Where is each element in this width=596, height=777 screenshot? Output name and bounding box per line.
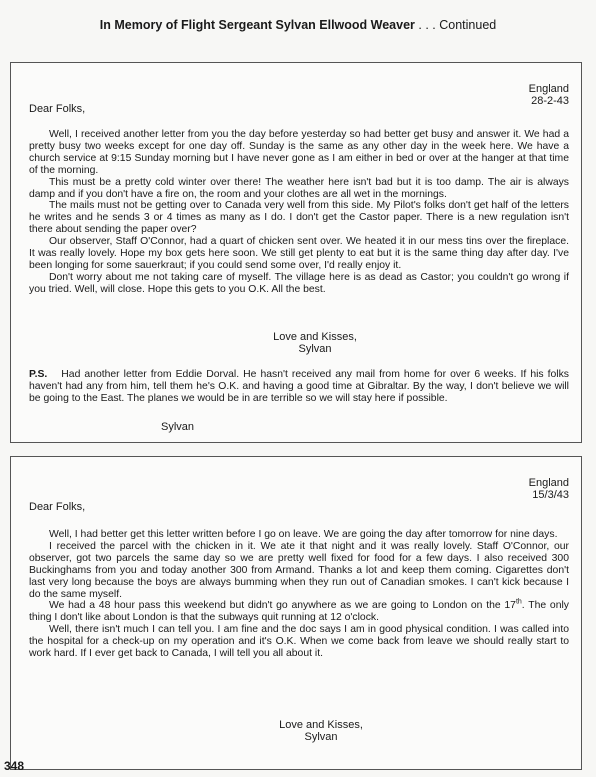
- letter-2-signature: Sylvan: [304, 731, 338, 743]
- letter-1-date: 28-2-43: [531, 95, 569, 107]
- letter-2-p3-tail: . The only thing I don't like about London is that the subways quit running at 12 o'clock.: [29, 600, 569, 624]
- letter-1-closing-block: [255, 331, 375, 355]
- letter-1-paragraph: This must be a pretty cold winter over there! The weather here isn't bad but it is too damp. The air is always damp and if you don't have a fire on, the room and your clothes are all wet in the mornings.: [29, 176, 569, 200]
- letter-1: [10, 62, 582, 443]
- letter-2-p3-text: We had a 48 hour pass this weekend but didn't go anywhere as we are going to London on the 17: [49, 600, 516, 612]
- letter-1-closing: Love and Kisses,: [273, 331, 357, 343]
- letter-1-paragraph: Don't worry about me not taking care of myself. The village here is as dead as Castor; you couldn't go wrong if you tried. Well, will close. Hope this gets to you O.K. All the best.: [29, 271, 569, 295]
- page-title: In Memory of Flight Sergeant Sylvan Ellwood Weaver: [99, 18, 415, 32]
- letter-1-place: England: [528, 83, 569, 95]
- letter-1-body: [29, 129, 569, 296]
- letter-2-place: England: [528, 477, 569, 489]
- letter-1-signature: Sylvan: [298, 343, 332, 355]
- page-number: 348: [4, 759, 25, 773]
- continued-label: . . . Continued: [418, 18, 497, 32]
- letter-2-date: 15/3/43: [532, 489, 569, 501]
- ps-text: Had another letter from Eddie Dorval. He hasn't received any mail from home for over 6 weeks. If his folks haven't had any from him, tell them he's O.K. and having a good time at Gibraltar. By the way, I don't believe we will be going to the East. The planes we would be in are terrible so we will stay here if possible.: [29, 369, 569, 404]
- letter-1-header: [529, 83, 569, 107]
- letter-2-body: [29, 529, 569, 660]
- letter-2-paragraph: Well, there isn't much I can tell you. I am fine and the doc says I am in good physical condition. I was called into the hospital for a check-up on my operation and it's O.K. When we come back from leave we should really start to work hard. If I ever get back to Canada, I will tell you all about it.: [29, 624, 569, 660]
- letter-2-paragraph: Well, I had better get this letter written before I go on leave. We are going the day after tomorrow for nine days.: [49, 529, 558, 540]
- letter-2-closing-block: [261, 719, 381, 743]
- letter-2-closing: Love and Kisses,: [279, 719, 363, 731]
- letter-2: [10, 456, 582, 770]
- letter-1-postscript: [29, 369, 569, 405]
- letter-2-paragraph: [29, 600, 569, 624]
- letter-1-ps-signature: Sylvan: [161, 421, 195, 433]
- letter-2-header: [529, 477, 569, 501]
- page-header: [0, 18, 596, 32]
- letter-1-paragraph: Our observer, Staff O'Connor, had a quart of chicken sent over. We heated it in our mess tins over the fireplace. It was really lovely. Hope my box gets here soon. We still get plenty to eat but it is the same thing day after day. I've been longing for some sauerkraut; if you could send some over, I'd really enjoy it.: [29, 236, 569, 271]
- letter-2-salutation: Dear Folks,: [29, 501, 86, 513]
- ps-label: P.S.: [29, 369, 48, 380]
- letter-1-salutation: Dear Folks,: [29, 103, 86, 115]
- letter-1-paragraph: The mails must not be getting over to Canada very well from this side. My Pilot's folks don't get half of the letters he writes and he sends 3 or 4 times as many as I do. I don't get the Castor paper. There is a new regulation isn't there about sending the paper over?: [29, 200, 569, 236]
- ordinal-suffix: th: [515, 598, 522, 606]
- letter-1-paragraph: Well, I received another letter from you the day before yesterday so had better get busy and answer it. We had a pretty busy two weeks except for one day off. Sunday is the same as any other day in the week here. We have a church service at 9:15 Sunday morning but I have never gone as I am either in bed or over at the hanger at that time of the morning.: [29, 129, 569, 176]
- letter-2-paragraph: I received the parcel with the chicken in it. We ate it that night and it was really lovely. Staff O'Connor, our observer, got two parcels the same day so we are pretty well fixed for food for a few days. I also received 300 Buckinghams from you and today another 300 from Armand. Thanks a lot and keep them coming. Cigarettes don't last very long because the boys are always bumming when they run out of Canadian smokes. I can't kick because I do the same myself.: [29, 540, 569, 600]
